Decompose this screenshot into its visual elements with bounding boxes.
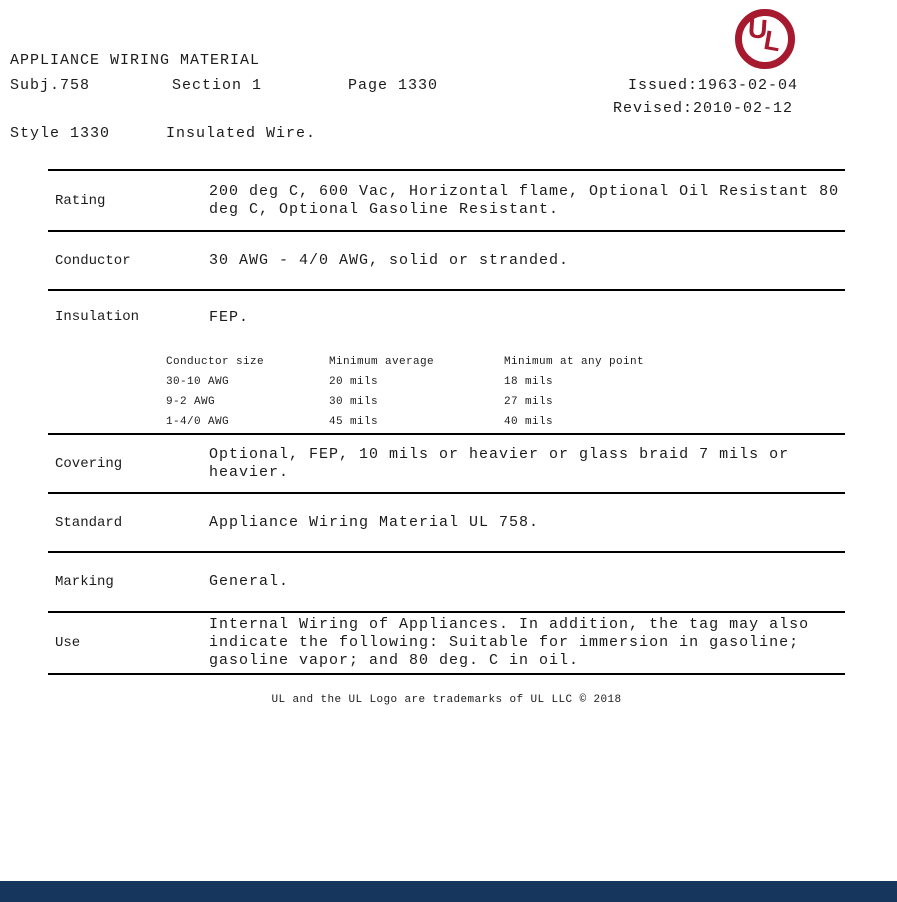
section-number: Section 1 [172, 77, 263, 94]
row-label: Use [55, 635, 81, 651]
row-label: Standard [55, 514, 123, 531]
row-value: Optional, FEP, 10 mils or heavier or glass braid 7 mils or heavier. [209, 445, 790, 481]
table-row-marking [48, 551, 845, 611]
style-number: Style 1330 [10, 125, 111, 142]
spec-table [48, 169, 845, 675]
trademark-notice: UL and the UL Logo are trademarks of UL LLC © 2018 [271, 694, 622, 706]
ul-logo-letter-u: U [747, 13, 769, 45]
subtable-cell: 30-10 AWG [166, 376, 230, 388]
style-description: Insulated Wire. [166, 125, 317, 142]
subtable-cell: 40 mils [504, 416, 554, 428]
subtable-cell: 18 mils [504, 376, 554, 388]
row-value: Internal Wiring of Appliances. In addition, the tag may also indicate the following: Suitable for immersion in gasoline; gasoline vapor; and 80 deg. C in oil. [209, 616, 810, 669]
subtable-header: Minimum average [329, 356, 435, 368]
row-value: General. [209, 573, 290, 590]
table-row-rating [48, 169, 845, 230]
subtable-header-row [166, 352, 845, 372]
insulation-thickness-table [166, 352, 845, 432]
row-label: Rating [55, 192, 106, 209]
row-value: Appliance Wiring Material UL 758. [209, 513, 540, 531]
subtable-cell: 45 mils [329, 416, 379, 428]
table-row-conductor [48, 230, 845, 289]
document-title: APPLIANCE WIRING MATERIAL [10, 52, 261, 69]
insulation-main [48, 309, 845, 327]
row-label: Covering [55, 455, 123, 472]
subtable-cell: 27 mils [504, 396, 554, 408]
subject-number: Subj.758 [10, 77, 91, 94]
row-label: Insulation [55, 309, 140, 325]
ul-logo-letter-l: L [761, 24, 784, 58]
subtable-cell: 9-2 AWG [166, 396, 216, 408]
subtable-row [166, 372, 845, 392]
row-value: FEP. [209, 309, 250, 326]
revised-date: Revised:2010-02-12 [613, 100, 794, 117]
row-value: 30 AWG - 4/0 AWG, solid or stranded. [209, 251, 570, 269]
subtable-cell: 20 mils [329, 376, 379, 388]
subtable-header: Minimum at any point [504, 356, 645, 368]
subtable-header: Conductor size [166, 356, 265, 368]
table-row-insulation [48, 289, 845, 433]
issued-date: Issued:1963-02-04 [628, 77, 799, 94]
row-value: 200 deg C, 600 Vac, Horizontal flame, Optional Oil Resistant 80 deg C, Optional Gasoline Resistant. [209, 182, 840, 218]
subtable-row [166, 392, 845, 412]
table-row-use [48, 611, 845, 673]
table-row-standard [48, 492, 845, 551]
subtable-cell: 30 mils [329, 396, 379, 408]
table-row-covering [48, 433, 845, 492]
row-label: Conductor [55, 252, 131, 269]
row-label: Marking [55, 574, 114, 590]
subtable-cell: 1-4/0 AWG [166, 416, 230, 428]
subtable-row [166, 412, 845, 432]
page-number: Page 1330 [348, 77, 439, 94]
bottom-footer-bar [0, 881, 897, 902]
ul-logo-icon [735, 9, 795, 69]
